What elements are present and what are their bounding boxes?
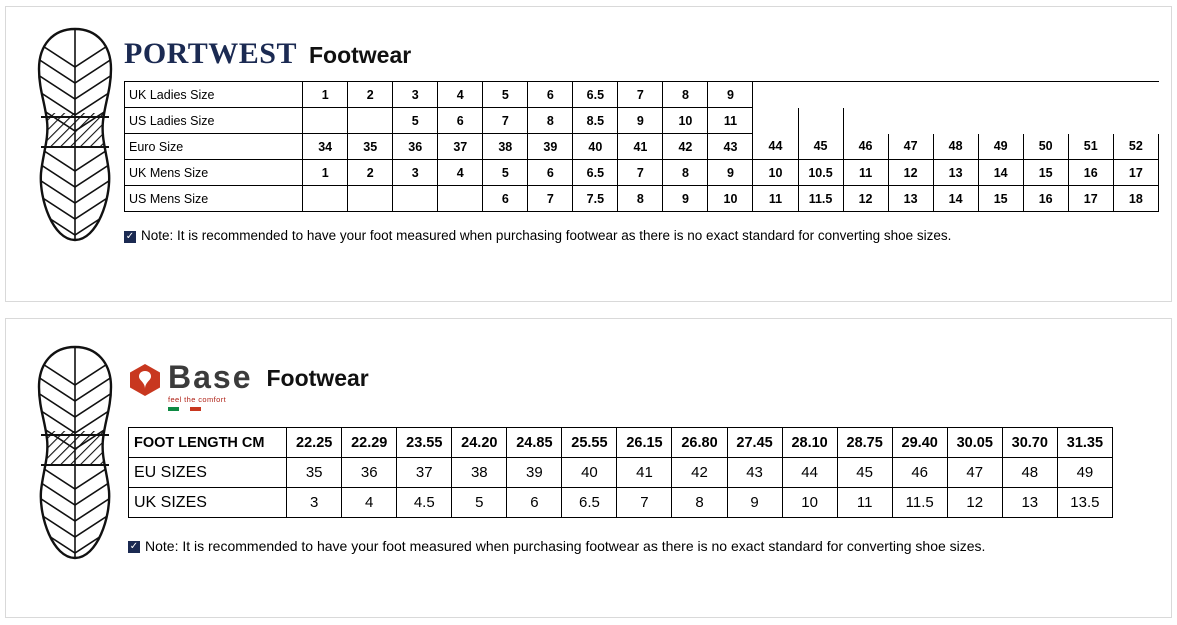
cell-empty	[1113, 82, 1158, 108]
cell: 11	[753, 186, 798, 212]
check-icon: ✓	[125, 231, 135, 242]
cell-empty	[933, 82, 978, 108]
base-note	[128, 538, 1128, 554]
cell: 10	[782, 488, 837, 518]
cell-empty	[753, 82, 798, 108]
cell: 8.5	[573, 108, 618, 134]
cell: 9	[708, 160, 753, 186]
cell: 16	[1023, 186, 1068, 212]
cell: 14	[933, 186, 978, 212]
cell: 39	[507, 458, 562, 488]
cell: 29.40	[892, 428, 947, 458]
cell: 6	[528, 82, 573, 108]
base-wordmark: Base	[168, 359, 253, 395]
cell: 13	[933, 160, 978, 186]
cell: 10	[753, 160, 798, 186]
cell: 28.10	[782, 428, 837, 458]
shoe-sole-illustration-portwest	[31, 27, 119, 242]
base-brand-suffix: Footwear	[266, 365, 369, 391]
cell: 7	[618, 82, 663, 108]
cell: 11	[708, 108, 753, 134]
cell: 7	[617, 488, 672, 518]
cell: 8	[618, 186, 663, 212]
cell: 16	[1068, 160, 1113, 186]
cell: 45	[798, 134, 843, 160]
cell: 24.20	[452, 428, 507, 458]
cell: 11.5	[892, 488, 947, 518]
cell: 36	[342, 458, 397, 488]
cell: 4	[438, 82, 483, 108]
cell: 6	[483, 186, 528, 212]
cell: 52	[1113, 134, 1158, 160]
cell: 15	[978, 186, 1023, 212]
cell: 40	[562, 458, 617, 488]
row-label: US Ladies Size	[125, 108, 303, 134]
cell: 9	[618, 108, 663, 134]
cell-empty	[888, 82, 933, 108]
cell-empty	[1023, 108, 1068, 134]
cell: 17	[1068, 186, 1113, 212]
base-brand-row	[128, 361, 1128, 411]
cell: 13	[1002, 488, 1057, 518]
row-label: UK SIZES	[129, 488, 287, 518]
cell: 41	[618, 134, 663, 160]
cell: 4	[342, 488, 397, 518]
cell: 6.5	[573, 82, 618, 108]
cell: 44	[782, 458, 837, 488]
cell: 17	[1113, 160, 1158, 186]
cell: 37	[438, 134, 483, 160]
cell: 14	[978, 160, 1023, 186]
table-row	[125, 160, 1159, 186]
cell-empty	[843, 82, 888, 108]
cell: 7.5	[573, 186, 618, 212]
portwest-brand-row	[124, 39, 1159, 69]
cell: 42	[672, 458, 727, 488]
portwest-content	[124, 39, 1159, 243]
base-tagline: feel the comfort	[168, 395, 227, 404]
cell: 1	[303, 160, 348, 186]
cell: 22.29	[342, 428, 397, 458]
cell: 12	[843, 186, 888, 212]
hexagon-icon	[128, 363, 162, 402]
cell-empty	[1068, 82, 1113, 108]
italy-flag-icon	[168, 407, 253, 411]
cell: 7	[618, 160, 663, 186]
cell	[348, 108, 393, 134]
portwest-brand-suffix: Footwear	[308, 42, 412, 68]
cell: 5	[393, 108, 438, 134]
cell-empty	[1068, 108, 1113, 134]
cell-empty	[798, 108, 843, 134]
cell: 11	[837, 488, 892, 518]
table-row	[129, 428, 1113, 458]
cell: 10	[663, 108, 708, 134]
cell: 11	[843, 160, 888, 186]
portwest-note-text: Note: It is recommended to have your foot measured when purchasing footwear as there is no exact standard for converting shoe sizes.	[141, 228, 952, 243]
base-note-text: Note: It is recommended to have your foot measured when purchasing footwear as there is no exact standard for converting shoe sizes.	[145, 538, 986, 554]
table-row	[125, 108, 1159, 134]
cell-empty	[978, 108, 1023, 134]
cell-empty	[798, 82, 843, 108]
cell: 5	[483, 82, 528, 108]
cell: 44	[753, 134, 798, 160]
cell: 8	[528, 108, 573, 134]
cell: 13.5	[1057, 488, 1112, 518]
cell: 48	[933, 134, 978, 160]
cell: 46	[843, 134, 888, 160]
cell	[303, 108, 348, 134]
cell: 28.75	[837, 428, 892, 458]
cell: 6	[438, 108, 483, 134]
cell: 30.70	[1002, 428, 1057, 458]
table-row	[129, 458, 1113, 488]
cell: 49	[1057, 458, 1112, 488]
base-size-chart-panel	[5, 318, 1172, 618]
cell	[348, 186, 393, 212]
cell: 7	[483, 108, 528, 134]
row-label: UK Mens Size	[125, 160, 303, 186]
check-icon: ✓	[129, 541, 139, 552]
cell: 23.55	[397, 428, 452, 458]
cell: 3	[393, 160, 438, 186]
cell: 6	[528, 160, 573, 186]
cell-empty	[933, 108, 978, 134]
cell: 18	[1113, 186, 1158, 212]
table-row	[129, 488, 1113, 518]
cell: 46	[892, 458, 947, 488]
cell: 6	[507, 488, 562, 518]
cell: 39	[528, 134, 573, 160]
cell: 31.35	[1057, 428, 1112, 458]
cell: 38	[483, 134, 528, 160]
cell: 38	[452, 458, 507, 488]
cell: 45	[837, 458, 892, 488]
cell: 50	[1023, 134, 1068, 160]
cell: 9	[708, 82, 753, 108]
base-size-table	[128, 427, 1113, 518]
cell-empty	[1023, 82, 1068, 108]
row-label: UK Ladies Size	[125, 82, 303, 108]
cell: 5	[483, 160, 528, 186]
cell: 5	[452, 488, 507, 518]
cell-empty	[1113, 108, 1158, 134]
cell: 10	[708, 186, 753, 212]
cell: 27.45	[727, 428, 782, 458]
cell: 4	[438, 160, 483, 186]
cell: 6.5	[562, 488, 617, 518]
cell: 26.80	[672, 428, 727, 458]
cell: 9	[663, 186, 708, 212]
cell: 12	[888, 160, 933, 186]
cell: 12	[947, 488, 1002, 518]
cell: 15	[1023, 160, 1068, 186]
table-row	[125, 82, 1159, 108]
table-row	[125, 134, 1159, 160]
cell: 8	[663, 82, 708, 108]
cell: 43	[708, 134, 753, 160]
cell: 30.05	[947, 428, 1002, 458]
cell: 3	[393, 82, 438, 108]
cell: 24.85	[507, 428, 562, 458]
cell: 42	[663, 134, 708, 160]
cell: 36	[393, 134, 438, 160]
cell: 4.5	[397, 488, 452, 518]
cell: 51	[1068, 134, 1113, 160]
row-label: EU SIZES	[129, 458, 287, 488]
cell	[438, 186, 483, 212]
cell: 8	[672, 488, 727, 518]
cell: 22.25	[287, 428, 342, 458]
cell: 8	[663, 160, 708, 186]
cell: 35	[348, 134, 393, 160]
cell: 49	[978, 134, 1023, 160]
cell: 11.5	[798, 186, 843, 212]
base-content	[128, 361, 1128, 554]
cell: 3	[287, 488, 342, 518]
cell: 6.5	[573, 160, 618, 186]
cell-empty	[843, 108, 888, 134]
cell: 7	[528, 186, 573, 212]
cell: 25.55	[562, 428, 617, 458]
cell-empty	[978, 82, 1023, 108]
cell: 26.15	[617, 428, 672, 458]
cell: 9	[727, 488, 782, 518]
cell: 10.5	[798, 160, 843, 186]
cell: 13	[888, 186, 933, 212]
cell: 43	[727, 458, 782, 488]
row-label: Euro Size	[125, 134, 303, 160]
cell: 1	[303, 82, 348, 108]
cell: 35	[287, 458, 342, 488]
base-logo	[128, 361, 253, 411]
cell-empty	[753, 108, 798, 134]
cell-empty	[888, 108, 933, 134]
cell: 37	[397, 458, 452, 488]
cell	[303, 186, 348, 212]
cell: 34	[303, 134, 348, 160]
cell: 48	[1002, 458, 1057, 488]
portwest-wordmark: PORTWEST	[124, 37, 297, 70]
row-label: FOOT LENGTH CM	[129, 428, 287, 458]
portwest-size-chart-panel	[5, 6, 1172, 302]
cell: 47	[947, 458, 1002, 488]
portwest-size-table	[124, 81, 1159, 212]
cell: 47	[888, 134, 933, 160]
row-label: US Mens Size	[125, 186, 303, 212]
cell	[393, 186, 438, 212]
table-row	[125, 186, 1159, 212]
portwest-note	[124, 228, 1159, 243]
cell: 2	[348, 82, 393, 108]
cell: 40	[573, 134, 618, 160]
cell: 41	[617, 458, 672, 488]
shoe-sole-illustration-base	[31, 345, 119, 560]
cell: 2	[348, 160, 393, 186]
